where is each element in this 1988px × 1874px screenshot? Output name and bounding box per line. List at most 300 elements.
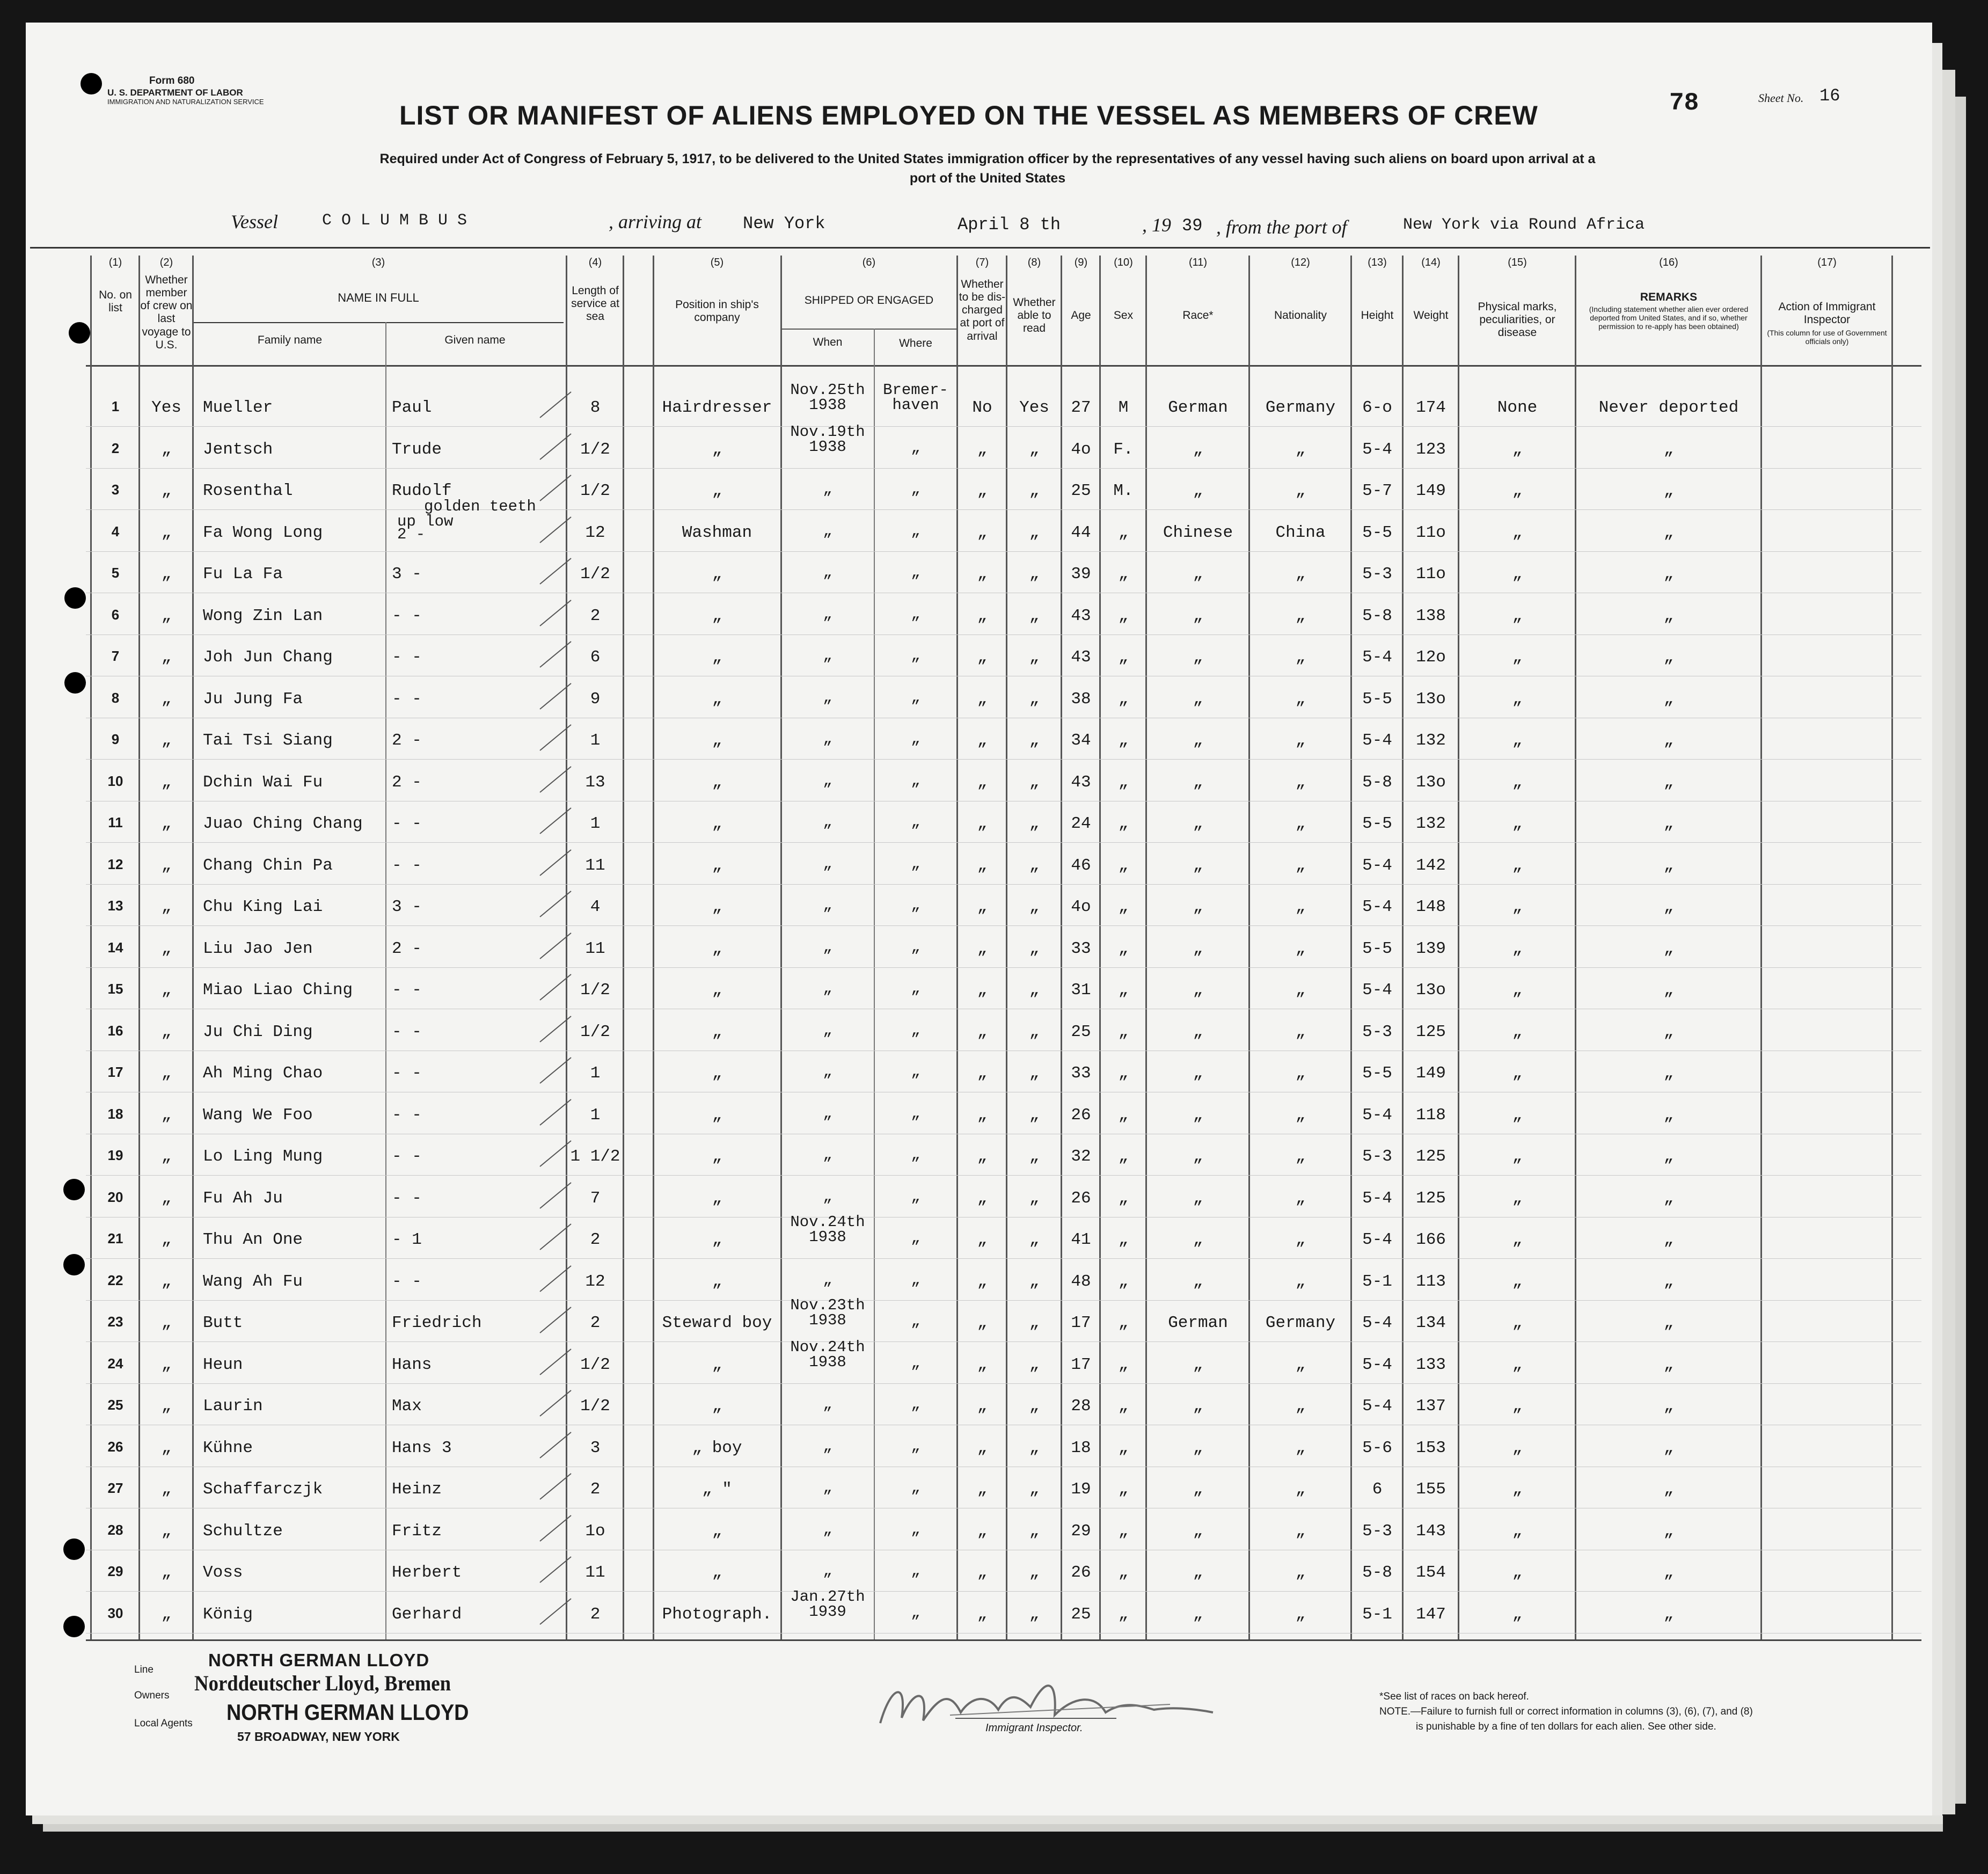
previous-voyage: „ [161, 856, 172, 875]
race: German [1168, 1314, 1228, 1332]
row-number: 26 [107, 1438, 123, 1455]
nationality: „ [1295, 856, 1306, 875]
given-name: 3 - [392, 565, 422, 584]
arriving-label: , arriving at [609, 211, 702, 232]
previous-voyage: „ [161, 1105, 172, 1125]
arrival-date: April 8 th [958, 215, 1061, 235]
given-name: Heinz [392, 1480, 442, 1499]
discharged: „ [977, 1605, 988, 1624]
discharged: „ [977, 772, 988, 792]
remarks: „ [1663, 689, 1674, 709]
service-name: IMMIGRATION AND NATURALIZATION SERVICE [107, 98, 264, 106]
discharged: „ [977, 689, 988, 709]
weight: 13o [1416, 981, 1446, 1000]
checkmark-tick [537, 431, 574, 463]
nationality: „ [1295, 1064, 1306, 1083]
weight: 139 [1416, 939, 1446, 958]
given-name: Hans [392, 1355, 432, 1374]
height: 5-3 [1362, 1147, 1392, 1166]
weight: 148 [1416, 898, 1446, 916]
shipped-where: haven [892, 396, 939, 414]
given-name: - - [392, 1272, 422, 1291]
race: „ [1193, 731, 1203, 750]
physical-marks: „ [1512, 1147, 1523, 1166]
position: „ [712, 856, 722, 875]
discharged: „ [977, 981, 988, 1000]
vessel-name: C O L U M B U S [322, 212, 467, 230]
row-number: 8 [111, 689, 120, 706]
position: „ [712, 689, 722, 709]
col-7-header: Whether to be dis- charged at port of arrival [959, 278, 1006, 342]
height: 5-8 [1362, 1563, 1392, 1582]
punch-hole [63, 1616, 85, 1637]
shipped-when: „ [823, 1437, 832, 1455]
row-number: 17 [107, 1064, 123, 1080]
service-length: 3 [590, 1438, 601, 1457]
punch-hole [64, 672, 86, 694]
position: „ " [702, 1480, 732, 1499]
remarks: „ [1663, 1397, 1674, 1416]
sex: „ [1118, 565, 1129, 584]
shipped-where: „ [911, 1229, 920, 1247]
previous-voyage: „ [161, 939, 172, 958]
remarks: „ [1663, 1272, 1674, 1291]
row-number: 20 [107, 1188, 123, 1205]
shipped-when: „ [823, 771, 832, 790]
col-8-number: (8) [1027, 257, 1041, 268]
nationality: „ [1295, 939, 1306, 958]
shipped-where: „ [911, 1603, 920, 1622]
given-name-note: 2 - [397, 525, 426, 543]
shipped-when: „ [823, 730, 832, 748]
physical-marks: „ [1512, 565, 1523, 584]
race: „ [1193, 981, 1203, 1000]
previous-voyage: „ [161, 981, 172, 1000]
age: 31 [1071, 981, 1091, 1000]
sex: „ [1118, 1105, 1129, 1125]
col-3-header: NAME IN FULL [338, 291, 419, 304]
checkmark-tick [537, 1137, 574, 1170]
col-7-number: (7) [975, 257, 989, 268]
able-to-read: „ [1029, 1188, 1040, 1208]
family-name: Liu Jao Jen [203, 939, 313, 958]
shipped-when: Nov.24th [790, 1213, 865, 1231]
row-number: 15 [107, 981, 123, 997]
checkmark-tick [537, 721, 574, 754]
able-to-read: „ [1029, 482, 1040, 500]
given-name: - - [392, 856, 422, 875]
sex: „ [1118, 689, 1129, 709]
given-name: - - [392, 1147, 422, 1166]
shipped-when: Nov.24th [790, 1338, 865, 1356]
col-10-number: (10) [1114, 257, 1133, 268]
position: „ [712, 606, 722, 625]
department: U. S. DEPARTMENT OF LABOR [107, 87, 243, 98]
fine-note-2: is punishable by a fine of ten dollars for each alien. See other side. [1416, 1721, 1716, 1732]
shipped-where: „ [911, 938, 920, 956]
service-length: 6 [590, 648, 601, 667]
age: 33 [1071, 1064, 1091, 1083]
physical-marks: „ [1512, 772, 1523, 792]
remarks: „ [1663, 814, 1674, 833]
col-16-header: REMARKS [1640, 291, 1698, 303]
discharged: „ [977, 1397, 988, 1416]
nationality: „ [1295, 565, 1306, 584]
vessel-label: Vessel [231, 211, 278, 232]
age: 39 [1071, 565, 1091, 584]
age: 44 [1071, 523, 1091, 542]
checkmark-tick [537, 805, 574, 837]
previous-voyage: „ [161, 1605, 172, 1624]
punch-hole [64, 587, 86, 609]
shipped-when: „ [823, 1396, 832, 1413]
family-name-header: Family name [257, 334, 323, 346]
sex: „ [1118, 648, 1129, 667]
able-to-read: „ [1029, 1314, 1040, 1332]
shipped-when: „ [823, 1146, 832, 1164]
position: „ [712, 1272, 722, 1291]
service-length: 2 [590, 1605, 601, 1624]
physical-marks: „ [1512, 1230, 1523, 1249]
given-name: - 1 [392, 1230, 422, 1249]
nationality: „ [1295, 1188, 1306, 1208]
col-1-number: (1) [108, 257, 122, 268]
col-5-number: (5) [710, 257, 724, 268]
family-name: Laurin [203, 1397, 263, 1416]
given-name: 2 - [392, 939, 422, 958]
remarks: „ [1663, 1105, 1674, 1125]
race: „ [1193, 1272, 1203, 1291]
family-name: Wang Ah Fu [203, 1272, 303, 1291]
family-name: Lo Ling Mung [203, 1147, 323, 1166]
shipped-year: 1938 [809, 437, 846, 456]
family-name: Ju Chi Ding [203, 1022, 313, 1041]
race: „ [1193, 898, 1203, 916]
where-header: Where [899, 337, 932, 349]
weight: 125 [1416, 1022, 1446, 1041]
remarks: „ [1663, 1563, 1674, 1582]
height: 5-3 [1362, 1022, 1392, 1041]
shipped-where: „ [911, 439, 920, 457]
shipped-when: „ [823, 564, 832, 581]
height: 5-4 [1362, 1188, 1392, 1208]
shipped-where: „ [911, 605, 920, 623]
age: 29 [1071, 1521, 1091, 1541]
col-11-header: Race* [1182, 309, 1214, 322]
race: Chinese [1163, 523, 1233, 542]
nationality: „ [1295, 606, 1306, 625]
family-name: Rosenthal [203, 482, 293, 500]
weight: 113 [1416, 1272, 1446, 1291]
discharged: „ [977, 440, 988, 459]
shipped-where: „ [911, 1520, 920, 1538]
position: Washman [682, 523, 752, 542]
previous-voyage: „ [161, 689, 172, 709]
row-number: 6 [111, 606, 120, 623]
checkmark-tick [537, 1429, 574, 1461]
remarks: „ [1663, 981, 1674, 1000]
physical-marks: „ [1512, 1188, 1523, 1208]
height: 5-1 [1362, 1272, 1392, 1291]
given-name: - - [392, 1105, 422, 1125]
age: 4o [1071, 440, 1091, 459]
remarks: „ [1663, 1521, 1674, 1541]
race: „ [1193, 648, 1203, 667]
service-length: 12 [585, 523, 605, 542]
row-number: 7 [111, 648, 120, 664]
sex: „ [1118, 1272, 1129, 1291]
nationality: „ [1295, 1230, 1306, 1249]
row-number: 21 [107, 1230, 123, 1246]
age: 27 [1071, 398, 1091, 417]
col-4-number: (4) [588, 257, 602, 268]
col-6-number: (6) [862, 257, 876, 268]
height: 5-4 [1362, 1397, 1392, 1416]
col-3-number: (3) [371, 257, 385, 268]
local-agents-label: Local Agents [134, 1718, 193, 1729]
previous-voyage: „ [161, 1563, 172, 1582]
col-11-number: (11) [1188, 257, 1208, 268]
position: Steward boy [662, 1314, 772, 1332]
row-number: 4 [111, 523, 120, 539]
discharged: No [972, 398, 992, 417]
weight: 132 [1416, 814, 1446, 833]
given-name: - - [392, 814, 422, 833]
col-14-number: (14) [1421, 257, 1441, 268]
race: „ [1193, 606, 1203, 625]
row-number: 18 [107, 1105, 123, 1122]
family-name: Wang We Foo [203, 1105, 313, 1125]
physical-marks: „ [1512, 440, 1523, 459]
discharged: „ [977, 1355, 988, 1374]
service-length: 7 [590, 1188, 601, 1208]
physical-marks: „ [1512, 1397, 1523, 1416]
shipped-where: „ [911, 1562, 920, 1580]
age: 19 [1071, 1480, 1091, 1499]
sheet-label: Sheet No. [1758, 91, 1804, 105]
row-number: 27 [107, 1480, 123, 1496]
able-to-read: „ [1029, 981, 1040, 1000]
race: „ [1193, 1355, 1203, 1374]
discharged: „ [977, 1147, 988, 1166]
row-number: 14 [107, 939, 123, 956]
sex: „ [1118, 1314, 1129, 1332]
weight: 166 [1416, 1230, 1446, 1249]
age: 43 [1071, 606, 1091, 625]
position: „ [712, 1022, 722, 1041]
col-17-subheader: (This column for use of Government officials only) [1767, 329, 1887, 346]
shipped-where: „ [911, 1063, 920, 1081]
able-to-read: „ [1029, 648, 1040, 667]
shipped-where: „ [911, 980, 920, 997]
height: 5-3 [1362, 1521, 1392, 1541]
punch-hole [63, 1538, 85, 1560]
when-header: When [813, 336, 843, 348]
race: German [1168, 398, 1228, 417]
nationality: „ [1295, 1272, 1306, 1291]
nationality: „ [1295, 648, 1306, 667]
given-name: Fritz [392, 1521, 442, 1541]
remarks: „ [1663, 1605, 1674, 1624]
race: „ [1193, 1480, 1203, 1499]
weight: 149 [1416, 482, 1446, 500]
height: 5-1 [1362, 1605, 1392, 1624]
nationality: „ [1295, 1521, 1306, 1541]
physical-marks: „ [1512, 1480, 1523, 1499]
col-9-number: (9) [1074, 257, 1088, 268]
remarks: „ [1663, 1188, 1674, 1208]
previous-voyage: „ [161, 1355, 172, 1374]
weight: 118 [1416, 1105, 1446, 1125]
shipped-where: „ [911, 1187, 920, 1206]
row-number: 5 [111, 565, 120, 581]
family-name: Kühne [203, 1438, 253, 1457]
remarks: „ [1663, 482, 1674, 500]
able-to-read: „ [1029, 772, 1040, 792]
able-to-read: „ [1029, 523, 1040, 542]
remarks: „ [1663, 1022, 1674, 1041]
nationality: China [1275, 523, 1326, 542]
checkmark-tick [537, 971, 574, 1003]
shipped-where: „ [911, 1354, 920, 1372]
age: 48 [1071, 1272, 1091, 1291]
height: 5-5 [1362, 939, 1392, 958]
shipped-where: „ [911, 480, 920, 498]
checkmark-tick [537, 389, 574, 421]
nationality: „ [1295, 1480, 1306, 1499]
given-name: 2 - [392, 731, 422, 750]
weight: 138 [1416, 606, 1446, 625]
remarks: „ [1663, 1480, 1674, 1499]
position: „ [712, 440, 722, 459]
col-6-header: SHIPPED OR ENGAGED [804, 294, 934, 307]
family-name: Schaffarczjk [203, 1480, 323, 1499]
given-name-note: up low [397, 512, 454, 530]
age: 26 [1071, 1563, 1091, 1582]
checkmark-tick [537, 1054, 574, 1087]
family-name: Joh Jun Chang [203, 648, 333, 667]
physical-marks: „ [1512, 1314, 1523, 1332]
sex: M. [1113, 482, 1134, 500]
race: „ [1193, 1438, 1203, 1457]
race: „ [1193, 1397, 1203, 1416]
family-name: Thu An One [203, 1230, 303, 1249]
shipped-when: „ [823, 813, 832, 831]
page-title: LIST OR MANIFEST OF ALIENS EMPLOYED ON THE VESSEL AS MEMBERS OF CREW [399, 100, 1538, 130]
position: „ boy [692, 1438, 742, 1457]
physical-marks: „ [1512, 1563, 1523, 1582]
shipped-where: „ [911, 896, 920, 914]
given-name: Hans 3 [392, 1438, 452, 1457]
shipped-when: „ [823, 688, 832, 706]
checkmark-tick [537, 1221, 574, 1253]
sex: „ [1118, 1147, 1129, 1166]
given-name-header: Given name [444, 334, 506, 346]
discharged: „ [977, 731, 988, 750]
punch-hole [63, 1179, 85, 1200]
physical-marks: „ [1512, 1064, 1523, 1083]
able-to-read: „ [1029, 1105, 1040, 1125]
nationality: Germany [1265, 398, 1336, 417]
weight: 11o [1416, 523, 1446, 542]
able-to-read: „ [1029, 606, 1040, 625]
discharged: „ [977, 1064, 988, 1083]
discharged: „ [977, 898, 988, 916]
discharged: „ [977, 1521, 988, 1541]
punch-hole [69, 322, 90, 344]
remarks: „ [1663, 1147, 1674, 1166]
family-name: Wong Zin Lan [203, 606, 323, 625]
row-number: 1 [111, 398, 120, 414]
col-12-header: Nationality [1274, 309, 1327, 322]
nationality: „ [1295, 1605, 1306, 1624]
service-length: 1/2 [580, 440, 610, 459]
shipped-when: Nov.19th [790, 422, 865, 441]
family-name: Chang Chin Pa [203, 856, 333, 875]
age: 24 [1071, 814, 1091, 833]
checkmark-tick [537, 638, 574, 670]
shipped-when: „ [823, 480, 832, 498]
age: 34 [1071, 731, 1091, 750]
shipped-year: 1938 [809, 1311, 846, 1329]
height: 6 [1372, 1480, 1383, 1499]
age: 25 [1071, 1605, 1091, 1624]
physical-marks: „ [1512, 1105, 1523, 1125]
nationality: „ [1295, 772, 1306, 792]
shipped-where: „ [911, 813, 920, 831]
service-length: 1o [585, 1521, 605, 1541]
discharged: „ [977, 565, 988, 584]
position: Hairdresser [662, 398, 772, 417]
weight: 153 [1416, 1438, 1446, 1457]
position: „ [712, 939, 722, 958]
family-name: Miao Liao Ching [203, 981, 353, 1000]
year-suffix: 39 [1182, 216, 1203, 236]
height: 5-5 [1362, 1064, 1392, 1083]
shipped-when: „ [823, 1271, 832, 1289]
able-to-read: „ [1029, 1355, 1040, 1374]
discharged: „ [977, 1272, 988, 1291]
sex: „ [1118, 814, 1129, 833]
given-name: - - [392, 606, 422, 625]
sex: „ [1118, 1397, 1129, 1416]
shipped-year: 1938 [809, 1353, 846, 1371]
physical-marks: „ [1512, 689, 1523, 709]
row-number: 30 [107, 1605, 123, 1621]
position: „ [712, 1397, 722, 1416]
given-name: - - [392, 1188, 422, 1208]
position: „ [712, 1147, 722, 1166]
race: „ [1193, 939, 1203, 958]
family-name: Ju Jung Fa [203, 689, 303, 709]
subtitle-line-2: port of the United States [909, 171, 1066, 186]
form-number: Form 680 [149, 75, 195, 86]
col-15-number: (15) [1508, 257, 1527, 268]
checkmark-tick [537, 1304, 574, 1336]
age: 26 [1071, 1105, 1091, 1125]
family-name: Tai Tsi Siang [203, 731, 333, 750]
weight: 155 [1416, 1480, 1446, 1499]
height: 5-4 [1362, 981, 1392, 1000]
service-length: 1/2 [580, 482, 610, 500]
sex: „ [1118, 606, 1129, 625]
service-length: 1/2 [580, 1022, 610, 1041]
race: „ [1193, 1605, 1203, 1624]
race: „ [1193, 1147, 1203, 1166]
age: 43 [1071, 648, 1091, 667]
position: „ [712, 898, 722, 916]
sex: „ [1118, 1521, 1129, 1541]
